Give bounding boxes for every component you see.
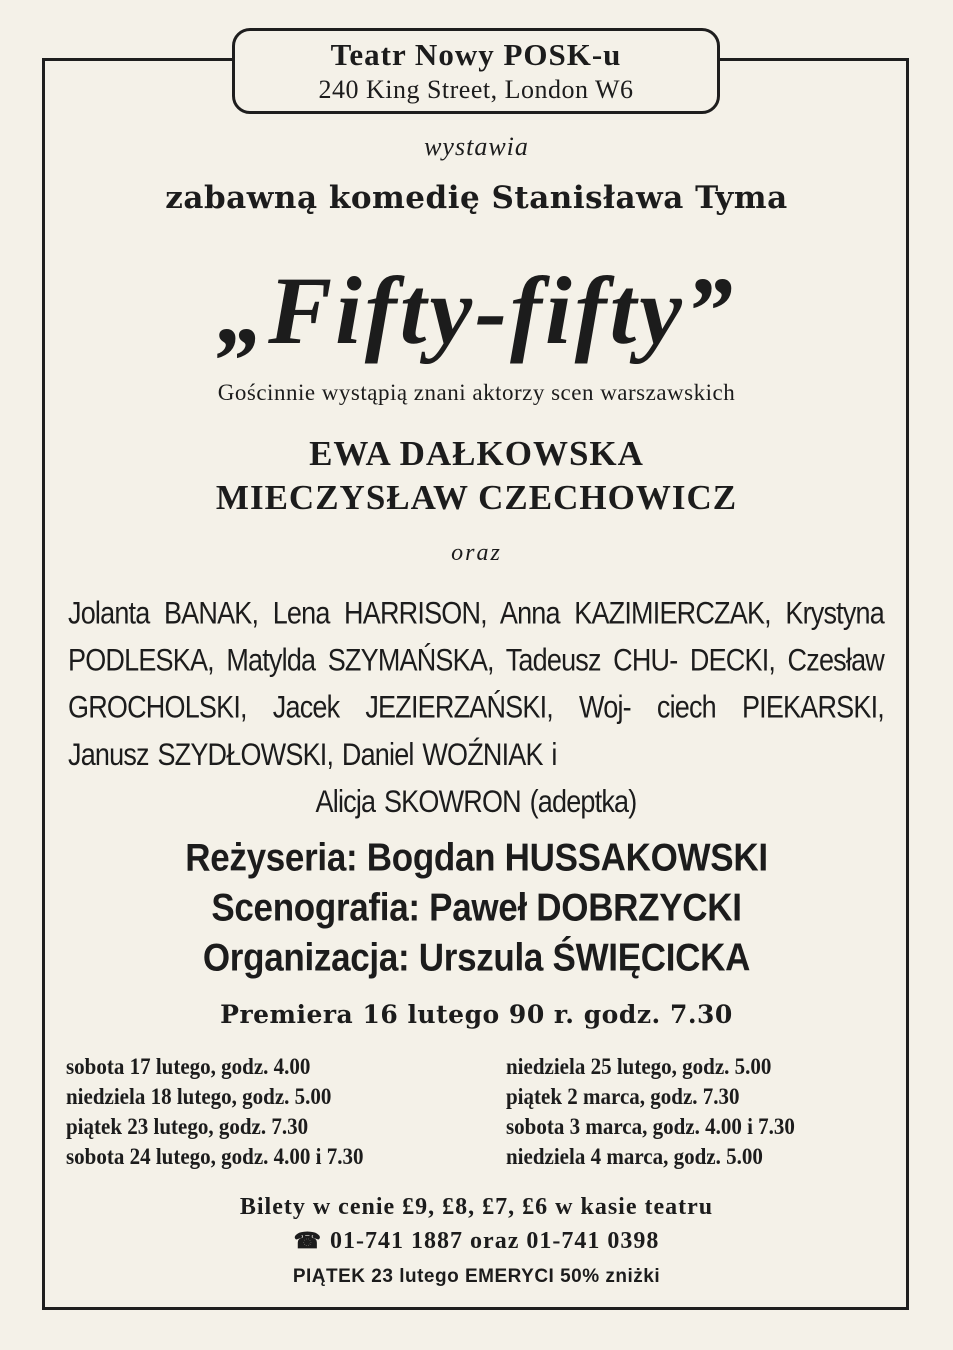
- cast-last-line: Alicja SKOWRON (adeptka): [315, 784, 637, 819]
- play-title: „Fifty-fifty”: [217, 257, 736, 364]
- show-dates-right: [506, 1050, 795, 1170]
- show-date: piątek 23 lutego, godz. 7.30: [66, 1113, 309, 1140]
- director-credit: Reżyseria: Bogdan HUSSAKOWSKI: [185, 835, 768, 880]
- telephone-icon: ☎: [293, 1228, 323, 1253]
- show-date: piątek 2 marca, godz. 7.30: [506, 1083, 740, 1110]
- and-label: oraz: [451, 540, 502, 566]
- phone-text: 01-741 1887 oraz 01-741 0398: [330, 1228, 660, 1254]
- organization-credit: Organizacja: Urszula ŚWIĘCICKA: [202, 935, 751, 980]
- show-date: sobota 24 lutego, godz. 4.00 i 7.30: [66, 1143, 364, 1170]
- cast-list: [68, 590, 884, 826]
- star-actor-1: EWA DAŁKOWSKA: [309, 434, 644, 473]
- guest-line: Gościnnie wystąpią znani aktorzy scen warszawskich: [217, 380, 736, 405]
- show-date: sobota 17 lutego, godz. 4.00: [66, 1053, 311, 1080]
- premiere-date: Premiera 16 lutego 90 r. godz. 7.30: [220, 1000, 733, 1029]
- show-date: niedziela 4 marca, godz. 5.00: [506, 1143, 763, 1170]
- scenography-credit: Scenografia: Paweł DOBRZYCKI: [211, 885, 742, 930]
- theatre-header: [232, 28, 720, 114]
- show-dates-left: [66, 1050, 364, 1170]
- theatre-address: 240 King Street, London W6: [318, 75, 634, 104]
- presents-label: wystawia: [424, 132, 529, 161]
- cast-text: Jolanta BANAK, Lena HARRISON, Anna KAZIMIERCZAK, Krystyna PODLESKA, Matylda SZYMAŃSKA, Tadeusz CHU- DECKI, Czesław GROCHOLSKI, Jacek JEZIERZAŃSKI, Woj- ciech PIEKARSKI, Janusz SZYDŁOWSKI, Daniel WOŹNIAK i: [68, 595, 884, 772]
- show-date: sobota 3 marca, godz. 4.00 i 7.30: [506, 1113, 795, 1140]
- play-subtitle: zabawną komedię Stanisława Tyma: [165, 180, 788, 216]
- show-date: niedziela 25 lutego, godz. 5.00: [506, 1053, 772, 1080]
- theatre-name: Teatr Nowy POSK-u: [330, 37, 622, 72]
- ticket-prices: Bilety w cenie £9, £8, £7, £6 w kasie teatru: [239, 1194, 714, 1220]
- senior-discount: PIĄTEK 23 lutego EMERYCI 50% zniżki: [292, 1266, 661, 1287]
- show-date: niedziela 18 lutego, godz. 5.00: [66, 1083, 332, 1110]
- star-actor-2: MIECZYSŁAW CZECHOWICZ: [215, 478, 738, 517]
- phone-numbers: [0, 1228, 953, 1255]
